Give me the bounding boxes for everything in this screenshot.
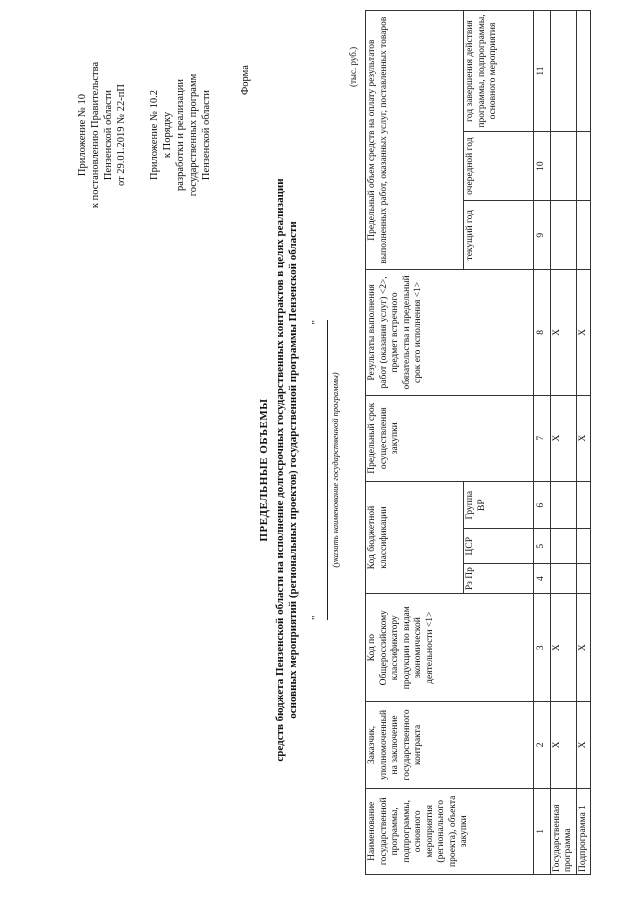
- header-csr: ЦСР: [464, 529, 534, 564]
- row-cell: Х: [550, 594, 576, 702]
- col-number: 10: [534, 132, 551, 201]
- col-number: 7: [534, 395, 551, 481]
- row-cell: Х: [550, 270, 576, 395]
- header-rzpr: Рз Пр: [464, 563, 534, 593]
- header-term: Предельный срок осуществления закупки: [366, 395, 534, 481]
- row-cell: [576, 563, 591, 593]
- row-cell: Х: [576, 594, 591, 702]
- row-cell: Х: [550, 702, 576, 788]
- col-number: 6: [534, 481, 551, 529]
- header-budget-code: Код бюджетной классификации: [366, 481, 464, 593]
- table-row: [576, 11, 591, 875]
- col-number: 2: [534, 702, 551, 788]
- row-cell: [550, 481, 576, 529]
- appendix-line: от 29.01.2019 № 22-пП: [116, 83, 127, 187]
- title-main: ПРЕДЕЛЬНЫЕ ОБЪЕМЫ: [258, 398, 270, 542]
- header-limit: Предельный объем средств на оплату результатов выполненных работ, оказанных услуг, поставленных товаров: [366, 11, 464, 270]
- title-line-1: средств бюджета Пензенской области на исполнение долгосрочных государственных контрактов в целях реализации: [273, 178, 286, 762]
- col-number: 11: [534, 11, 551, 132]
- row-cell: [550, 11, 576, 132]
- appendix-line: Приложение № 10.2: [149, 90, 160, 180]
- header-next-year: очередной год: [464, 132, 534, 201]
- form-label: Форма: [240, 65, 251, 95]
- row-cell: Х: [550, 395, 576, 481]
- col-number: 9: [534, 201, 551, 270]
- row-cell: Х: [576, 702, 591, 788]
- table-header-row: [366, 11, 464, 875]
- header-okved: Код по Общероссийскому классификатору продукции по видам экономической деятельности <1>: [366, 594, 534, 702]
- program-name-field: [310, 320, 328, 620]
- header-customer: Заказчик, уполномоченный на заключение государственного контракта: [366, 702, 534, 788]
- appendix-line: к Порядку: [162, 111, 173, 159]
- appendix-line: Приложение № 10: [77, 93, 88, 177]
- header-end-year: год завершения действия программы, подпрограммы, основного мероприятия: [464, 11, 534, 132]
- row-cell: [576, 132, 591, 201]
- row-cell: [550, 132, 576, 201]
- quote-close: ": [310, 320, 322, 325]
- title-line-2: основных мероприятий (региональных проектов) государственной программы Пензенской области: [287, 221, 299, 719]
- limits-table: [365, 10, 591, 875]
- col-number: 4: [534, 563, 551, 593]
- row-cell: [550, 529, 576, 564]
- document-title: [258, 80, 301, 860]
- row-cell: [550, 201, 576, 270]
- quote-open: ": [310, 615, 322, 620]
- appendix-line: разработки и реализации: [175, 79, 186, 191]
- row-cell: [576, 529, 591, 564]
- row-cell: [550, 563, 576, 593]
- table-row: [550, 11, 576, 875]
- row-cell: Х: [576, 270, 591, 395]
- row-cell: [576, 11, 591, 132]
- table-number-row: [534, 11, 551, 875]
- appendix-header-1: [76, 35, 128, 235]
- appendix-line: к постановлению Правительства: [90, 61, 101, 209]
- row-name: Подпрограмма 1: [576, 788, 591, 874]
- header-results: Результаты выполнения работ (оказания услуг) <2>, предмет встречного обязательства и предельный срок его исполнения <1>: [366, 270, 534, 395]
- col-number: 1: [534, 788, 551, 874]
- col-number: 3: [534, 594, 551, 702]
- row-cell: [576, 201, 591, 270]
- col-number: 5: [534, 529, 551, 564]
- col-number: 8: [534, 270, 551, 395]
- header-vr: Группа ВР: [464, 481, 534, 529]
- row-name: Государственная программа: [550, 788, 576, 874]
- row-cell: [576, 481, 591, 529]
- appendix-line: Пензенской области: [201, 89, 212, 181]
- program-name-hint: (указать наименование государственной программы): [330, 372, 340, 568]
- row-cell: Х: [576, 395, 591, 481]
- header-current-year: текущий год: [464, 201, 534, 270]
- appendix-line: государственных программ: [188, 73, 199, 197]
- appendix-line: Пензенской области: [103, 89, 114, 181]
- header-name: Наименование государственной программы, подпрограммы, основного мероприятия (регионального проекта), объекта закупки: [366, 788, 534, 874]
- units-label: (тыс. руб.): [348, 46, 358, 87]
- appendix-header-2: [148, 35, 213, 235]
